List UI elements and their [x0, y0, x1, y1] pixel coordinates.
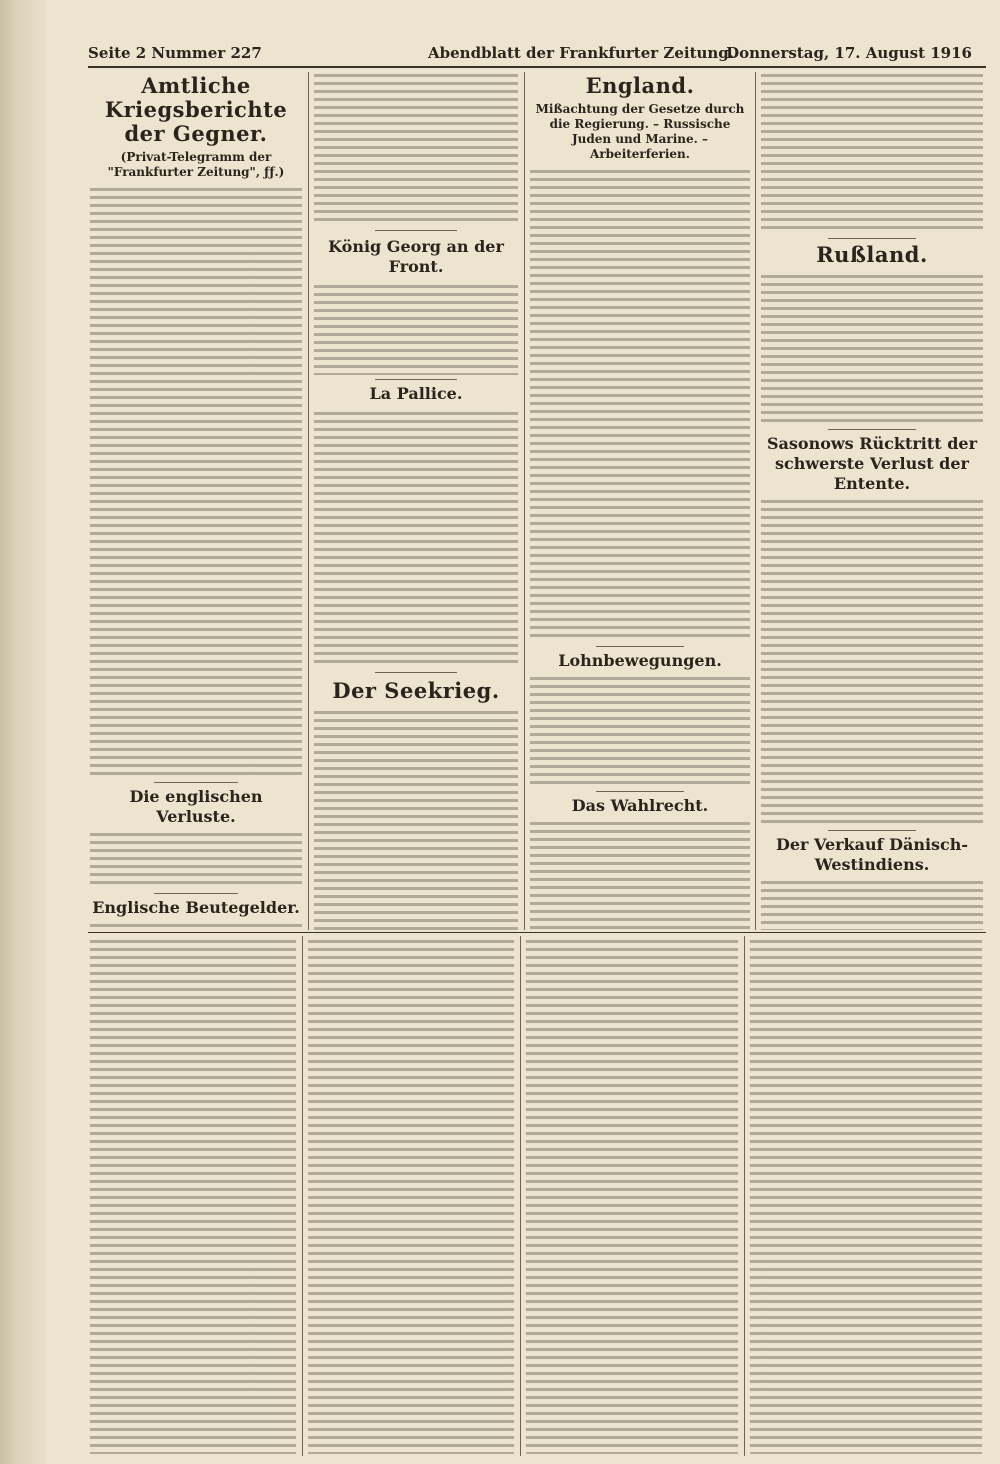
article-body [761, 881, 983, 930]
heading-naval-war: Der Seekrieg. [332, 678, 500, 703]
column-divider [744, 936, 745, 1456]
subline-england: Mißachtung der Gesetze durch die Regierung. – Russische Juden und Marine. – Arbeiterferien. [535, 102, 745, 161]
feuilleton-column-3 [526, 940, 738, 1454]
separator [828, 238, 917, 239]
article-body [530, 822, 750, 930]
subline-private-telegram: (Privat-Telegramm der "Frankfurter Zeitung", ƒƒ.) [107, 150, 285, 179]
column-3 [530, 74, 750, 930]
binding-edge [0, 0, 46, 1464]
heading-la-pallice: La Pallice. [369, 384, 463, 403]
separator [596, 646, 684, 647]
feuilleton-column-4 [750, 940, 982, 1454]
masthead-rule [88, 66, 986, 68]
separator [828, 830, 917, 831]
newspaper-title: Abendblatt der Frankfurter Zeitung. [428, 44, 735, 62]
article-body [314, 412, 518, 668]
article-body [530, 170, 750, 642]
article-body [90, 924, 302, 930]
article-body [314, 711, 518, 930]
section-rule [88, 932, 986, 933]
article-body [761, 275, 983, 425]
article-body [761, 74, 983, 234]
headline-russia: Rußland. [816, 242, 928, 267]
column-4 [761, 74, 983, 930]
article-body [314, 285, 518, 375]
separator [596, 791, 684, 792]
heading-english-prize-money: Englische Beutegelder. [92, 898, 300, 917]
separator [375, 379, 457, 380]
page-number: Seite 2 Nummer 227 [88, 44, 262, 62]
column-divider [302, 936, 303, 1456]
separator [154, 782, 239, 783]
heading-king-george: König Georg an der Front. [328, 237, 504, 276]
article-body [90, 188, 302, 778]
feuilleton-column-2 [308, 940, 514, 1454]
column-divider [755, 72, 756, 930]
article-body [90, 833, 302, 889]
heading-wage-movements: Lohnbewegungen. [558, 651, 722, 670]
headline-war-reports: Amtliche Kriegsberichte der Gegner. [104, 74, 288, 146]
column-1 [90, 74, 302, 930]
heading-voting-rights: Das Wahlrecht. [571, 796, 709, 815]
feuilleton-column-1 [90, 940, 296, 1454]
article-body [530, 677, 750, 787]
column-divider [308, 72, 309, 930]
column-2 [314, 74, 518, 930]
separator [375, 230, 457, 231]
article-body [761, 500, 983, 826]
heading-danish-west-indies: Der Verkauf Dänisch-Westindiens. [775, 835, 969, 874]
separator [154, 893, 239, 894]
column-divider [520, 936, 521, 1456]
column-divider [524, 72, 525, 930]
issue-date: Donnerstag, 17. August 1916 [726, 44, 972, 62]
heading-sasonow-resignation: Sasonows Rücktritt der schwerste Verlust der Entente. [766, 434, 978, 493]
separator [375, 672, 457, 673]
heading-english-losses: Die englischen Verluste. [129, 787, 263, 826]
article-body [314, 74, 518, 226]
headline-england: England. [585, 74, 695, 98]
masthead [88, 44, 986, 66]
separator [828, 429, 917, 430]
